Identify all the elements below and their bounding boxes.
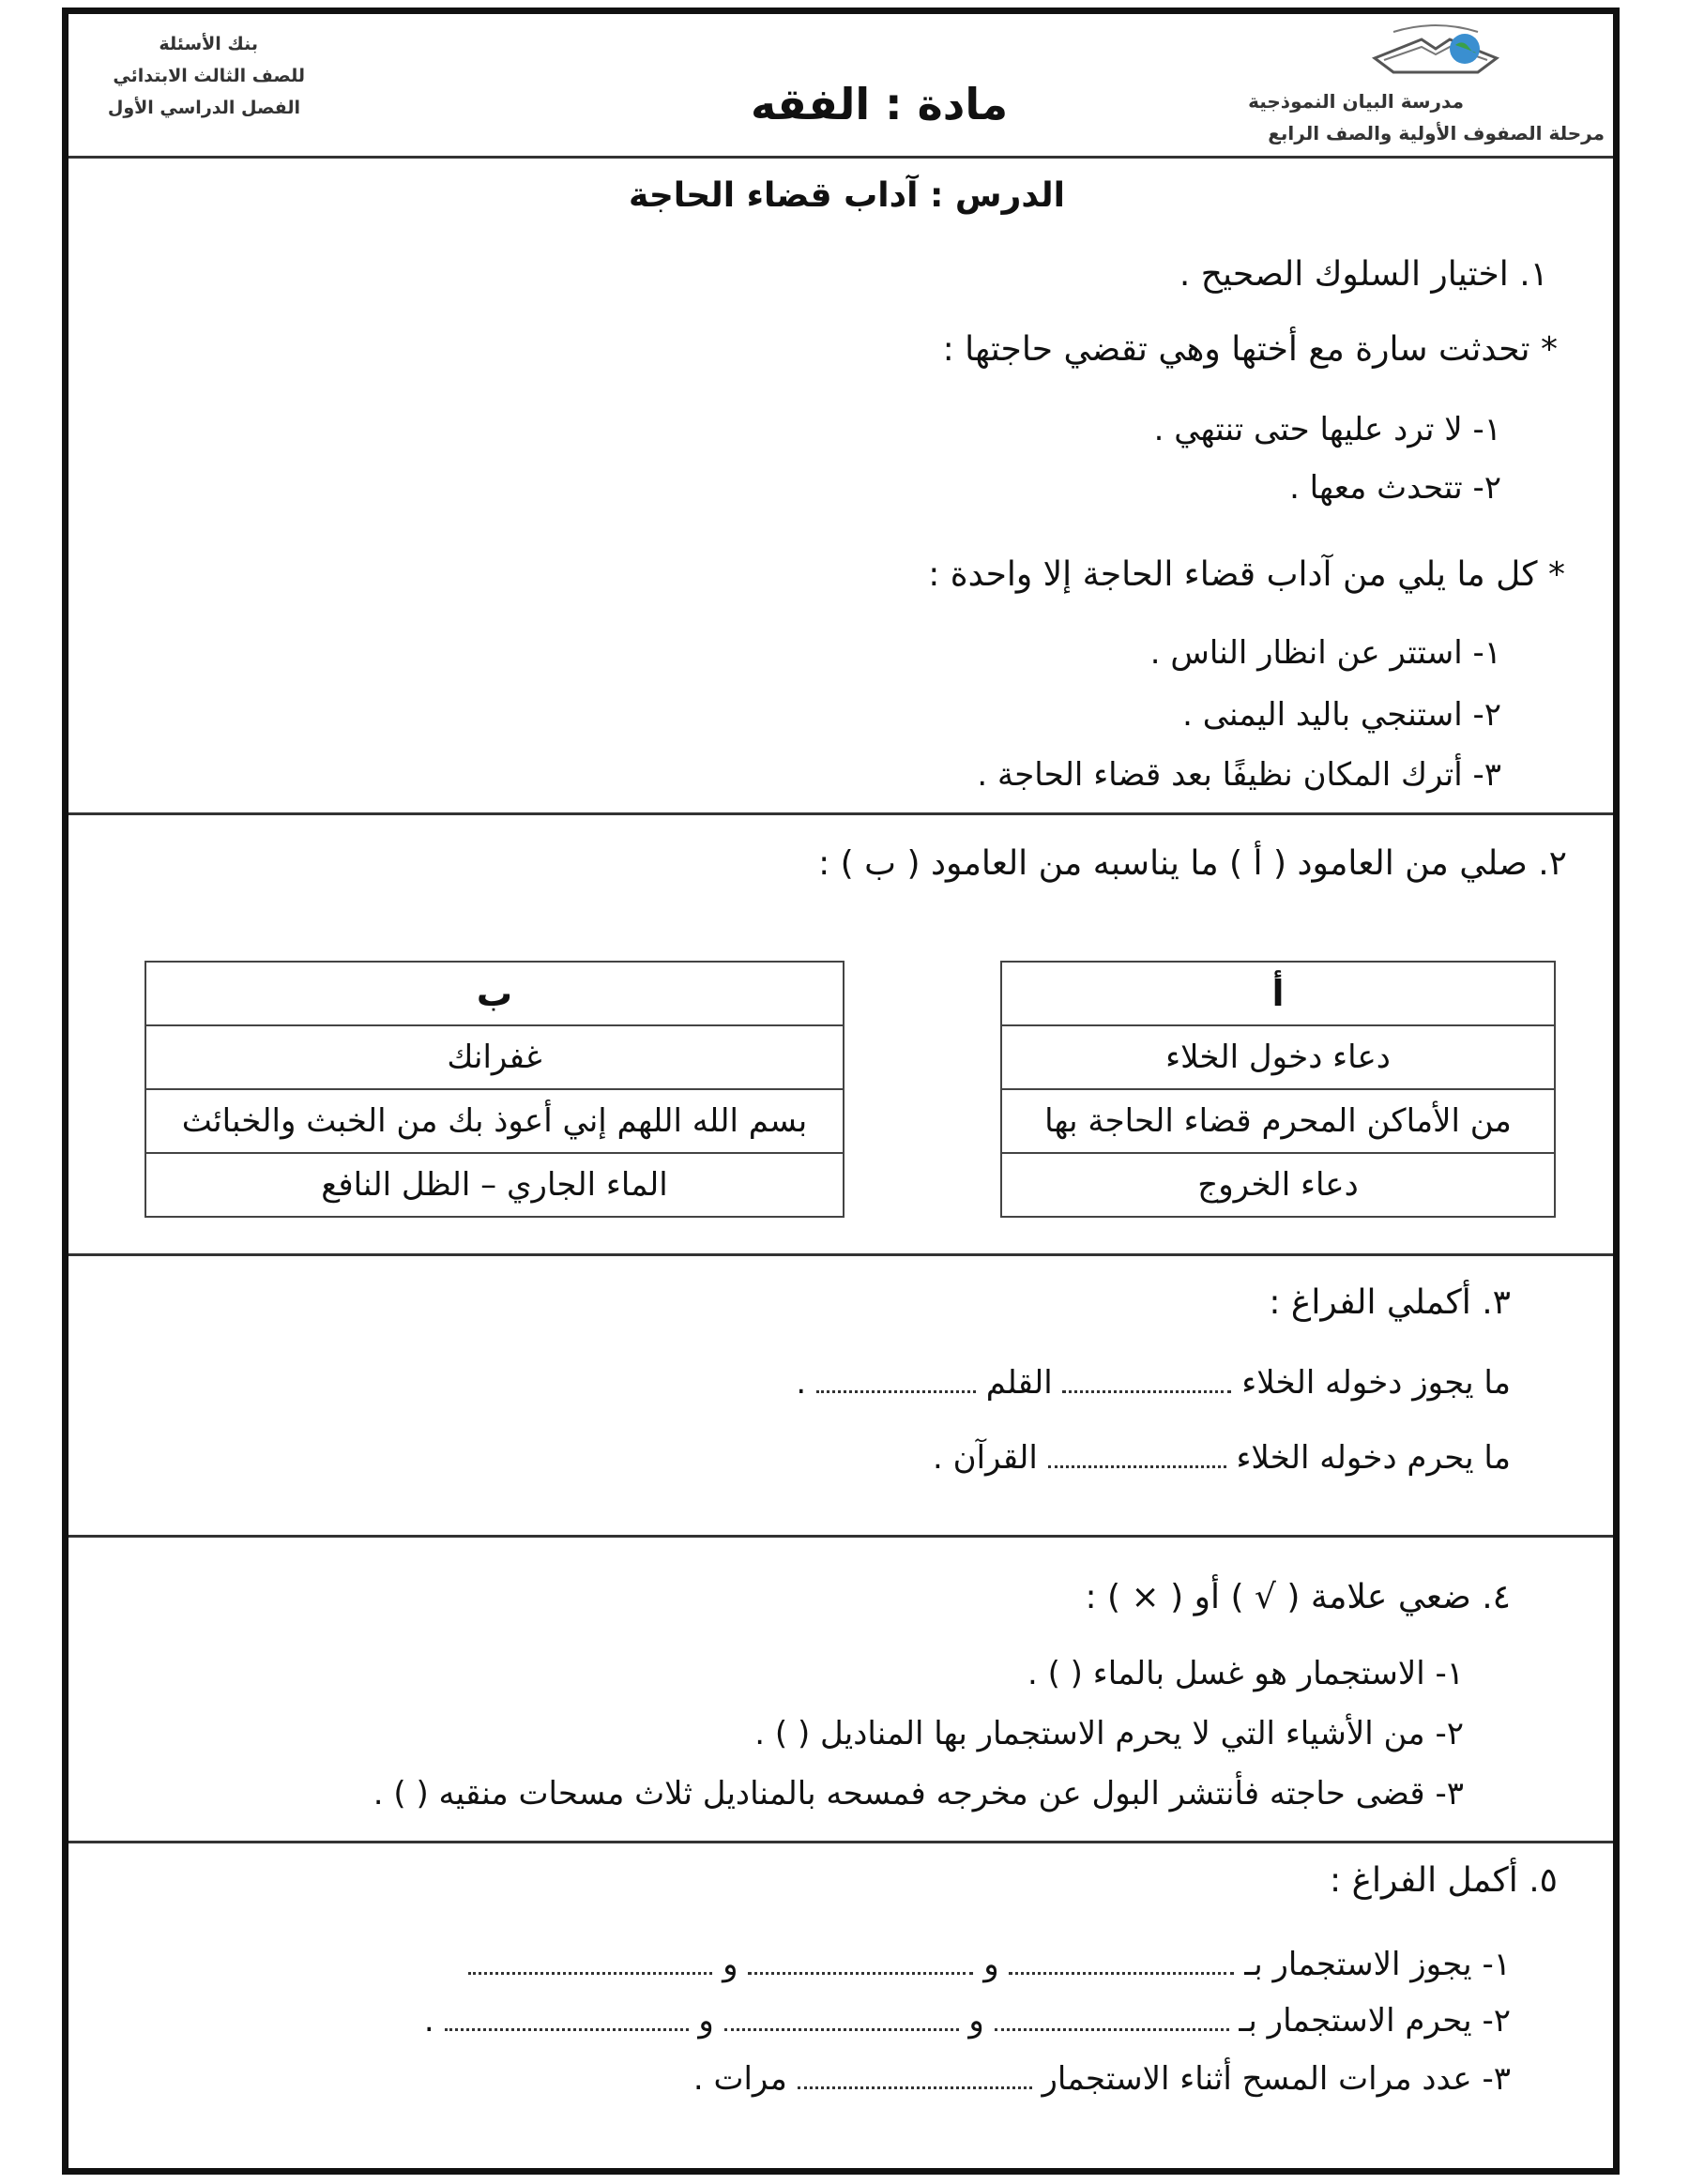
matching-table-col-a (1000, 961, 1556, 1218)
fill-blank[interactable] (798, 2079, 1032, 2089)
question-bank-line-1: بنك الأسئلة (159, 34, 258, 54)
col-a-row: دعاء الخروج (1001, 1153, 1555, 1217)
section-divider-2 (68, 1253, 1613, 1256)
and-word: و (698, 2002, 714, 2040)
fill-blank[interactable] (1048, 1458, 1226, 1468)
school-stage: مرحلة الصفوف الأولية والصف الرابع (1268, 122, 1605, 144)
subject-title: مادة : الفقه (751, 79, 1009, 129)
fill-blank[interactable] (748, 1964, 973, 1975)
q1-title: ١. اختيار السلوك الصحيح . (1179, 255, 1548, 294)
q1-sub1-option-2: ٢- تتحدث معها . (1289, 469, 1501, 507)
matching-table-col-b (145, 961, 844, 1218)
q3-line-2 (933, 1439, 1511, 1477)
q5-line-2-label: ٢- يحرم الاستجمار بـ (1239, 2002, 1511, 2040)
lesson-title: الدرس : آداب قضاء الحاجة (629, 176, 1065, 215)
col-b-row: الماء الجاري – الظل النافع (145, 1153, 844, 1217)
q5-line-2 (424, 2002, 1511, 2040)
school-name: مدرسة البيان النموذجية (1248, 90, 1464, 113)
q5-title: ٥. أكمل الفراغ : (1330, 1861, 1558, 1900)
q3-title: ٣. أكملي الفراغ : (1269, 1283, 1511, 1322)
col-a-row: دعاء دخول الخلاء (1001, 1025, 1555, 1089)
q4-item-2: ٢- من الأشياء التي لا يحرم الاستجمار بها المناديل ( ) . (754, 1715, 1464, 1752)
section-divider-3 (68, 1535, 1613, 1538)
q4-title: ٤. ضعي علامة ( √ ) أو ( × ) : (1085, 1578, 1511, 1616)
fill-blank[interactable] (995, 2021, 1229, 2031)
school-logo-icon (1365, 21, 1506, 86)
q1-sub2-option-2: ٢- استنجي باليد اليمنى . (1182, 696, 1501, 734)
fill-blank[interactable] (445, 2021, 689, 2031)
fill-blank[interactable] (468, 1964, 712, 1975)
col-a-row: من الأماكن المحرم قضاء الحاجة بها (1001, 1089, 1555, 1153)
q1-sub2-option-1: ١- استتر عن انظار الناس . (1149, 634, 1501, 672)
col-b-row: بسم الله اللهم إني أعوذ بك من الخبث والخبائث (145, 1089, 844, 1153)
q1-sub1-option-1: ١- لا ترد عليها حتى تنتهي . (1153, 411, 1501, 448)
q3-line-2-label: ما يحرم دخوله الخلاء (1236, 1439, 1511, 1477)
q3-line-1 (796, 1364, 1511, 1402)
q3-line-1-end: . (796, 1364, 807, 1402)
col-a-header: أ (1001, 962, 1555, 1025)
and-word: و (723, 1946, 738, 1983)
section-divider-4 (68, 1841, 1613, 1843)
q5-line-3-end: مرات . (692, 2060, 787, 2098)
q5-line-1 (468, 1946, 1511, 1983)
q4-item-3: ٣- قضى حاجته فأنتشر البول عن مخرجه فمسحه بالمناديل ثلاث مسحات منقيه ( ) . (373, 1775, 1464, 1812)
and-word: و (983, 1946, 999, 1983)
q2-title: ٢. صلي من العامود ( أ ) ما يناسبه من العامود ( ب ) : (818, 844, 1567, 883)
q3-line-1-mid: القلم (985, 1364, 1053, 1402)
fill-blank[interactable] (1009, 1964, 1234, 1975)
and-word: و (968, 2002, 984, 2040)
col-b-header: ب (145, 962, 844, 1025)
question-bank-line-2: للصف الثالث الابتدائي (113, 66, 305, 86)
q5-line-3 (693, 2060, 1511, 2098)
q1-sub2-prompt: * كل ما يلي من آداب قضاء الحاجة إلا واحدة : (928, 555, 1565, 594)
col-b-row: غفرانك (145, 1025, 844, 1089)
q5-line-2-end: . (423, 2002, 434, 2040)
question-bank-line-3: الفصل الدراسي الأول (107, 98, 300, 118)
fill-blank[interactable] (1062, 1383, 1231, 1393)
q5-line-1-label: ١- يجوز الاستجمار بـ (1244, 1946, 1511, 1983)
fill-blank[interactable] (816, 1383, 976, 1393)
header-divider (68, 156, 1613, 159)
q1-sub2-option-3: ٣- أترك المكان نظيفًا بعد قضاء الحاجة . (977, 756, 1501, 794)
q5-line-3-label: ٣- عدد مرات المسح أثناء الاستجمار (1042, 2060, 1511, 2098)
q1-sub1-prompt: * تحدثت سارة مع أختها وهي تقضي حاجتها : (942, 330, 1558, 369)
section-divider-1 (68, 812, 1613, 815)
q4-item-1: ١- الاستجمار هو غسل بالماء ( ) . (1027, 1655, 1464, 1692)
q3-line-1-label: ما يجوز دخوله الخلاء (1241, 1364, 1511, 1402)
q3-line-2-end: القرآن . (933, 1439, 1038, 1477)
fill-blank[interactable] (724, 2021, 959, 2031)
